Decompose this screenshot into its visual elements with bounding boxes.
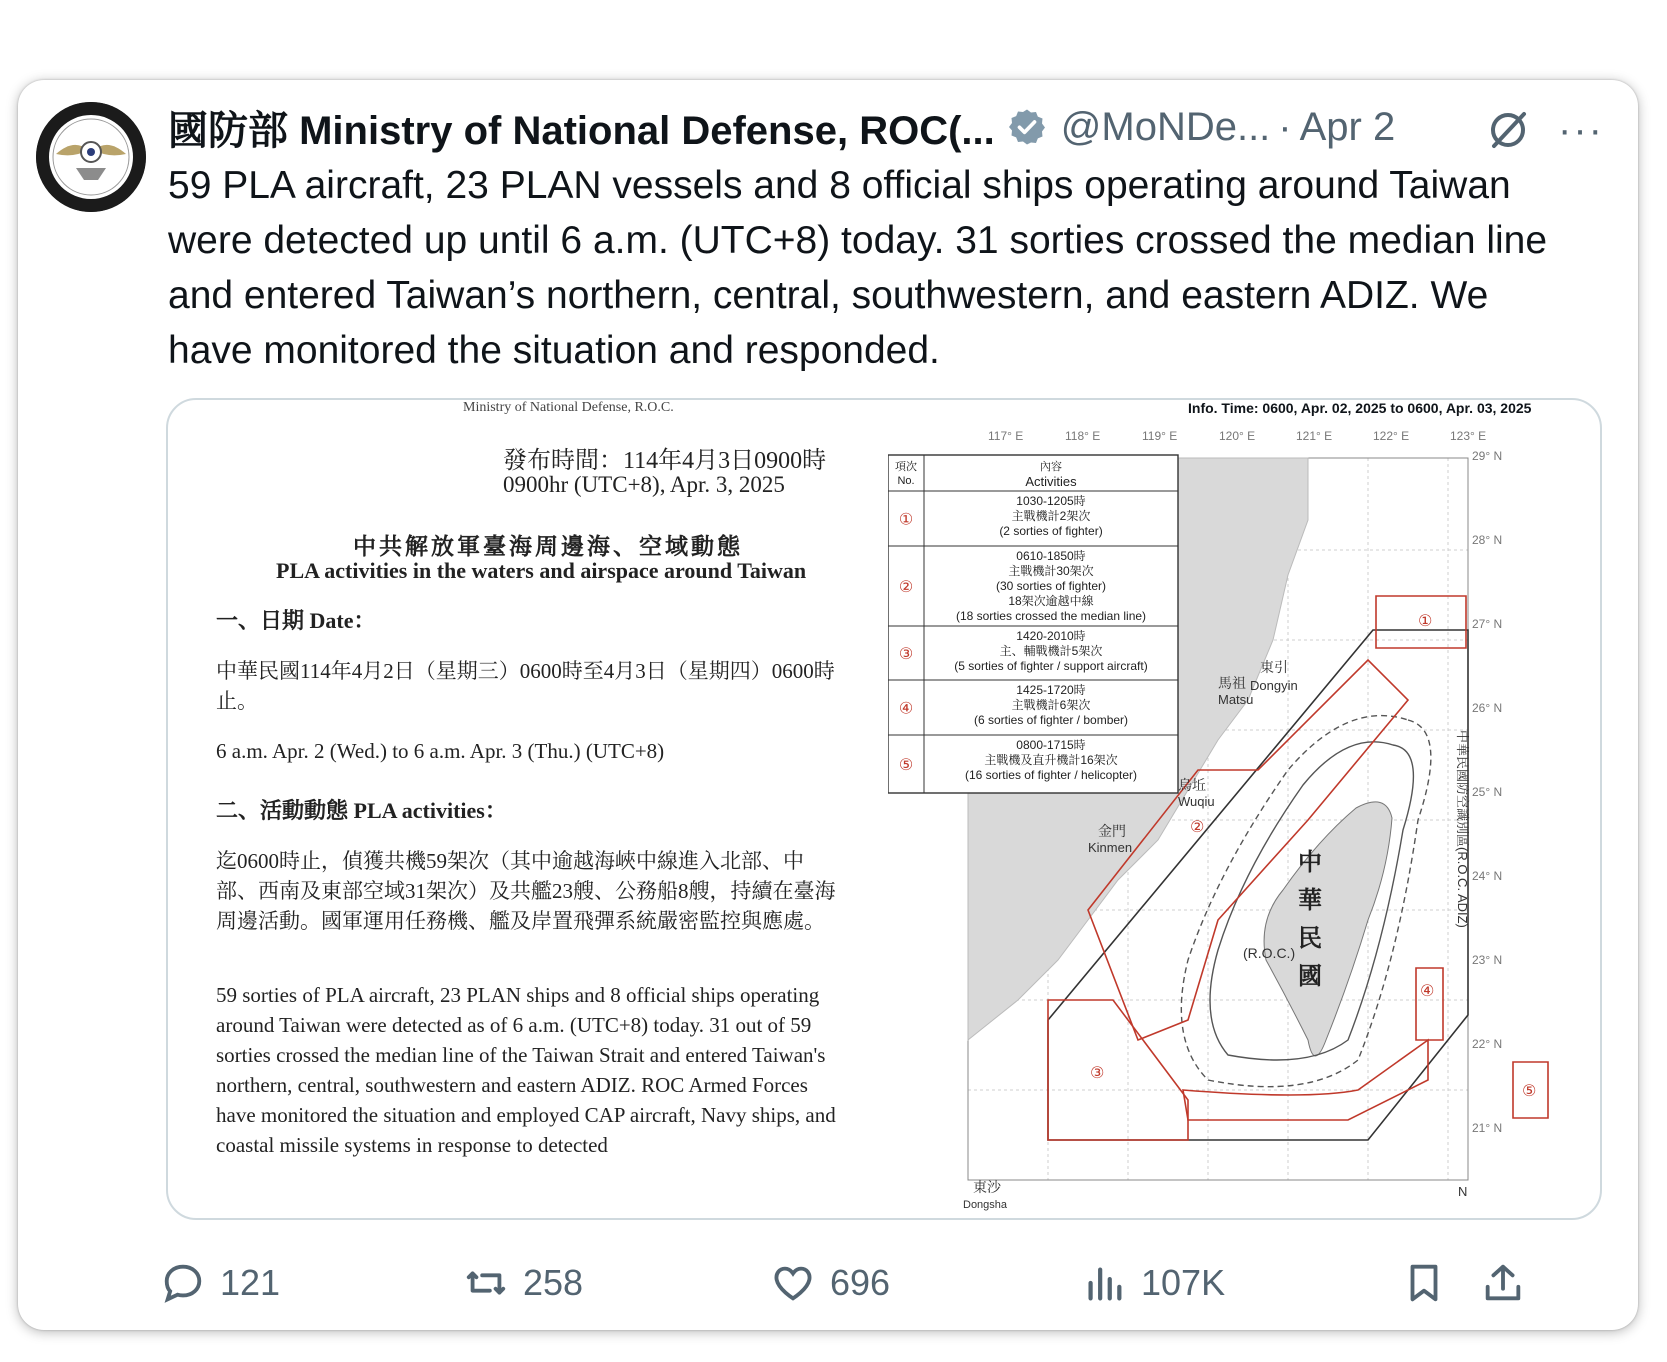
document-title-en: PLA activities in the waters and airspace around Taiwan [276,558,807,583]
table-row-number: ① [898,511,914,529]
roc-char: 中 [1298,847,1322,876]
table-row-number: ③ [898,646,914,663]
section-date-heading: 一、日期 Date： [216,608,376,633]
table-row-line: 18架次逾越中線 [1008,594,1094,608]
zone-number: ③ [1090,1063,1105,1082]
like-button[interactable] [770,1253,890,1313]
table-row-line: 1420-2010時 [1016,629,1086,643]
verified-badge-icon [1007,107,1047,147]
table-row-line: 主戰機計6架次 [1011,698,1091,712]
zone-number: ⑤ [1522,1081,1537,1100]
map-info-time: Info. Time: 0600, Apr. 02, 2025 to 0600, Apr. 03, 2025 [1188,400,1532,416]
document-title-zh: 中共解放軍臺海周邊海、空域動態 [353,534,743,559]
repost-count: 258 [523,1262,584,1303]
share-button[interactable] [1480,1253,1540,1313]
table-row-line: (18 sorties crossed the median line) [955,609,1147,623]
zone-number: ④ [1420,981,1435,1000]
wuqiu-label: Wuqiu [1178,794,1215,809]
table-row-line: 主、輔戰機計5架次 [999,644,1103,658]
activities-text-en: 59 sorties of PLA aircraft, 23 PLAN ships and 8 official ships operating around Taiwan were detected as of 6 a.m. (UTC+8) today. 31 out of 59 sorties crossed the median line of the Taiwan Strait and entered Taiwan's northern, central, southwestern and eastern ADIZ. ROC Armed Forces have monitored the situation and employed CAP aircraft, Navy ships, and coastal missile systems in response to detected [216,983,836,1157]
roc-char: 華 [1298,885,1322,914]
dongsha-label: Dongsha [963,1199,1008,1211]
matsu-label-zh: 馬祖 [1218,675,1246,691]
repost-icon [463,1260,509,1306]
view-count: 107K [1141,1262,1226,1303]
table-row-line: (30 sorties of fighter) [995,579,1107,593]
table-row-line: 主戰機計30架次 [1008,564,1094,578]
table-row-line: 0610-1850時 [1016,549,1086,563]
table-row-line: 1030-1205時 [1016,494,1086,508]
activity-map [888,400,1600,1218]
latitude-tick-label: 27° N [1472,617,1503,631]
tweet-card [18,80,1638,1330]
latitude-labels [1472,449,1502,1135]
longitude-labels [988,429,1486,443]
longitude-tick-label: 123° E [1450,429,1487,443]
author-name[interactable]: 國防部 Ministry of National Defense, ROC(... [168,108,995,153]
roc-label: (R.O.C.) [1243,945,1296,961]
bookmark-icon [1401,1260,1447,1306]
analytics-icon [1081,1260,1127,1306]
document-emblem-icon [338,398,448,424]
table-row-line: (5 sorties of fighter / support aircraft) [954,659,1148,673]
ministry-emblem-icon [36,102,146,212]
latitude-tick-label: 25° N [1472,785,1503,799]
dongyin-label: Dongyin [1250,678,1298,693]
table-row-line: 0800-1715時 [1016,738,1086,752]
latitude-tick-label: 21° N [1472,1121,1503,1135]
document-ministry: Ministry of National Defense, R.O.C. [463,400,674,415]
longitude-tick-label: 119° E [1142,429,1178,443]
date-text-zh: 中華民國114年4月2日（星期三）0600時至4月3日（星期四）0600時止。 [216,659,835,713]
more-options-button[interactable]: ··· [1558,108,1604,152]
latitude-tick-label: 29° N [1472,449,1503,463]
latitude-tick-label: 28° N [1472,533,1503,547]
table-row-number: ② [898,579,914,596]
longitude-tick-label: 120° E [1219,429,1256,443]
section-activities-heading: 二、活動動態 PLA activities： [216,798,507,823]
roc-char: 民 [1298,923,1322,952]
latitude-tick-label: 23° N [1472,953,1503,967]
tweet-media-image[interactable] [166,398,1602,1220]
date-text-en: 6 a.m. Apr. 2 (Wed.) to 6 a.m. Apr. 3 (Thu.) (UTC+8) [216,739,665,763]
tweet-date[interactable]: Apr 2 [1299,104,1396,149]
table-row-line: (2 sorties of fighter) [999,524,1103,538]
longitude-tick-label: 118° E [1065,429,1101,443]
bookmark-button[interactable] [1401,1253,1461,1313]
reply-icon [160,1260,206,1306]
author-handle[interactable]: @MoNDe... [1060,104,1271,149]
longitude-tick-label: 121° E [1296,429,1333,443]
north-label: N [1458,1184,1468,1199]
table-row-line: 主戰機計2架次 [1011,509,1091,523]
table-header-no: No. [897,475,915,487]
separator-dot: · [1278,104,1292,149]
map-canvas [888,400,1600,1218]
table-header-no-zh: 項次 [895,461,917,473]
activities-text-zh: 迄0600時止，偵獲共機59架次（其中逾越海峽中線進入北部、中部、西南及東部空域31架次）及共艦23艘、公務船8艘，持續在臺海周邊活動。國軍運用任務機、艦及岸置飛彈系統嚴密監控與應處。 [216,849,836,933]
roc-char: 國 [1298,961,1322,990]
table-row-line: 主戰機及直升機計16架次 [984,753,1118,767]
release-time-en: 0900hr (UTC+8), Apr. 3, 2025 [503,472,785,497]
matsu-label: Matsu [1218,692,1254,707]
table-row-line: (16 sorties of fighter / helicopter) [964,768,1138,782]
grok-icon[interactable] [1486,108,1530,152]
table-row-line: 1425-1720時 [1016,683,1086,697]
like-count: 696 [830,1262,891,1303]
longitude-tick-label: 122° E [1373,429,1410,443]
zone-number: ② [1190,817,1205,836]
dongsha-label-zh: 東沙 [973,1179,1001,1195]
tweet-text: 59 PLA aircraft, 23 PLAN vessels and 8 official ships operating around Taiwan were detected up until 6 a.m. (UTC+8) today. 31 sorties crossed the median line and entered Taiwan’s northern, central, southwestern, and eastern ADIZ. We have monitored the situation and responded. [168,164,1548,372]
press-release-document [168,400,888,1218]
latitude-tick-label: 24° N [1472,869,1503,883]
adiz-label: 中華民國防空識別區(R.O.C. ADIZ) [1455,730,1470,928]
dongyin-label-zh: 東引 [1260,659,1288,675]
table-header-activities-zh: 內容 [1040,461,1062,473]
tweet-header [168,102,1395,152]
kinmen-label: Kinmen [1088,840,1133,855]
latitude-tick-label: 22° N [1472,1037,1503,1051]
kinmen-label-zh: 金門 [1098,823,1126,839]
author-avatar[interactable] [36,102,146,212]
wuqiu-label-zh: 烏坵 [1178,777,1206,793]
views-button[interactable] [1081,1253,1225,1313]
table-row-number: ⑤ [898,757,914,774]
longitude-tick-label: 117° E [988,429,1024,443]
heart-icon [770,1260,816,1306]
table-row-number: ④ [898,700,914,718]
table-row-line: (6 sorties of fighter / bomber) [973,713,1129,727]
reply-button[interactable] [160,1253,280,1313]
table-header-activities: Activities [1025,474,1077,489]
share-icon [1480,1260,1526,1306]
release-time-zh: 發布時間：114年4月3日0900時 [503,448,827,474]
reply-count: 121 [220,1262,281,1303]
repost-button[interactable] [463,1253,583,1313]
zone-number: ① [1418,611,1433,630]
latitude-tick-label: 26° N [1472,701,1503,715]
tweet-actions-bar [18,1245,1638,1325]
